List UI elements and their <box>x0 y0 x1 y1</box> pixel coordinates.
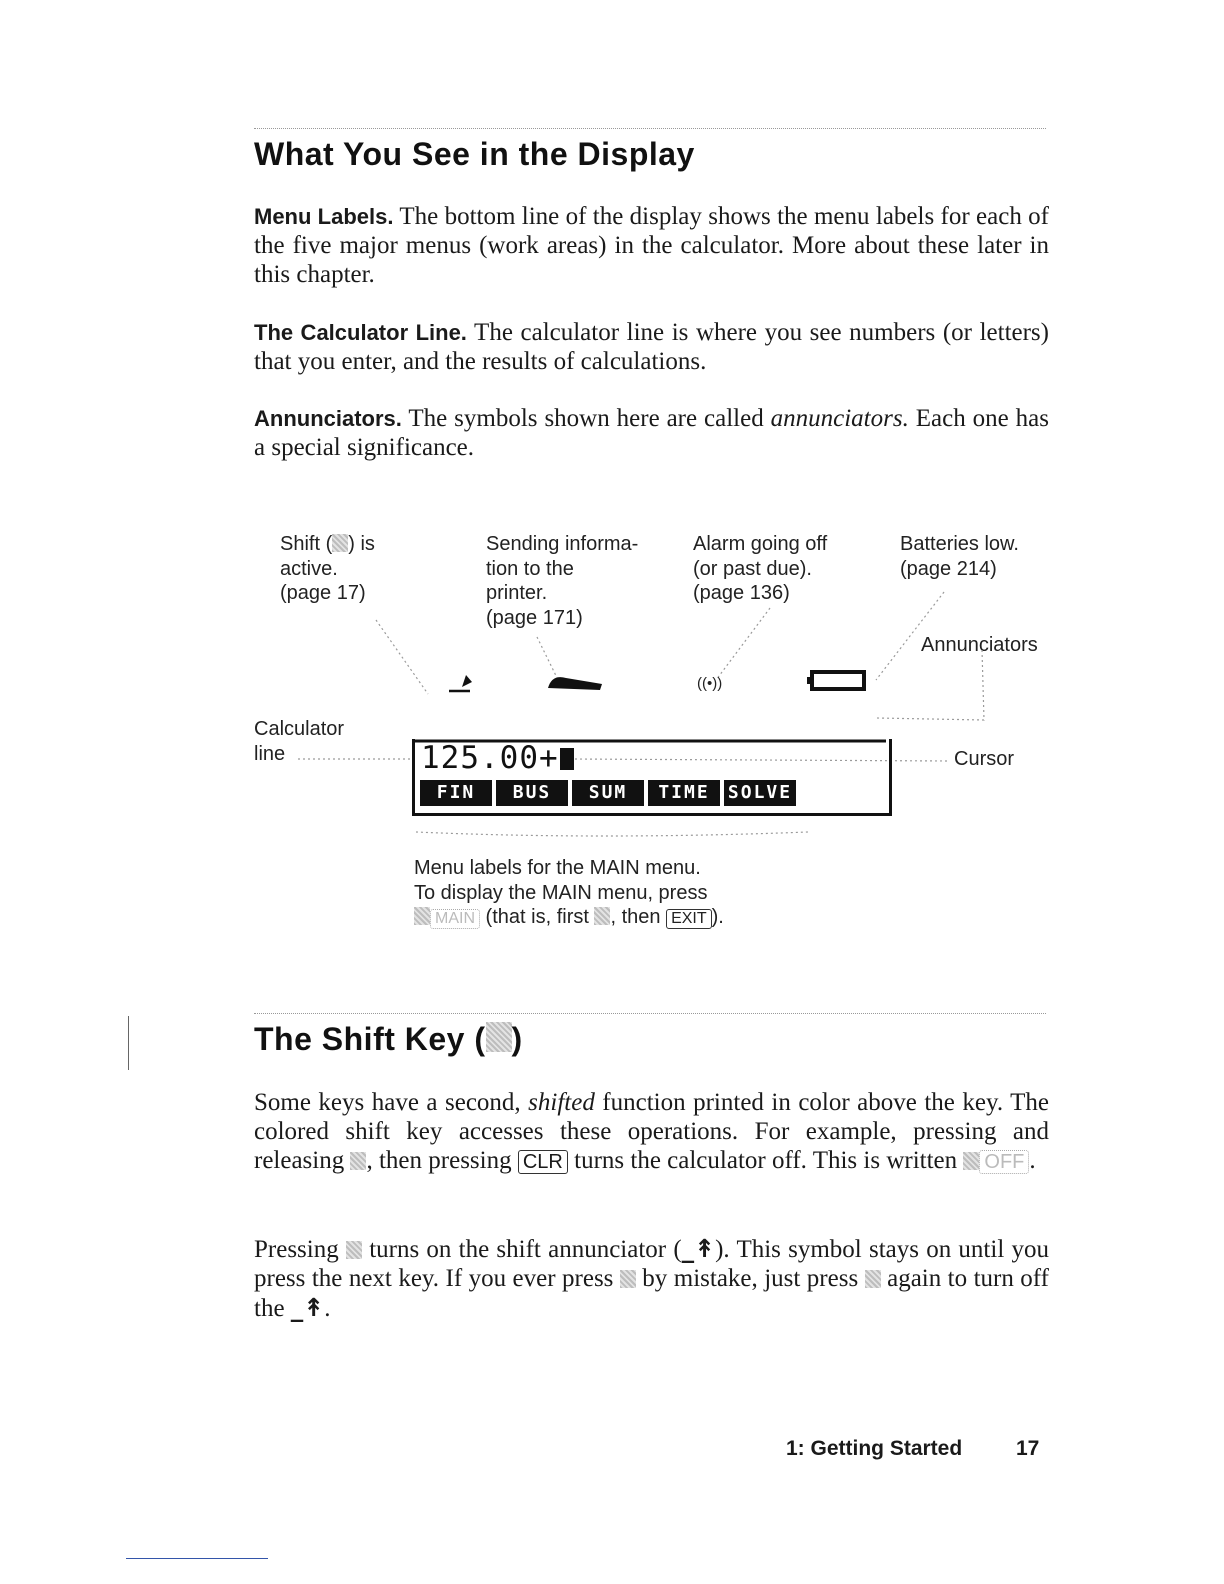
paragraph-shift-2 <box>254 1234 1049 1323</box>
shift-key-icon <box>594 907 610 925</box>
leader-battery <box>876 592 944 680</box>
bottom-edge-line <box>126 1558 268 1559</box>
caption-line3-c: ). <box>711 906 724 928</box>
calculator-display <box>412 739 892 816</box>
annotation-shift-b: ) is active. (page 17) <box>280 533 375 604</box>
leader-menu-brace <box>416 832 808 836</box>
lead-menu-labels: Menu Labels. <box>254 204 394 229</box>
shift-key-icon <box>620 1270 636 1288</box>
title-shift-a: The Shift Key ( <box>254 1021 486 1057</box>
battery-annunciator-icon <box>807 672 864 689</box>
menu-label-time: TIME <box>648 780 720 806</box>
text-annunciators-a: The symbols shown here are called <box>401 405 771 432</box>
p1-c: , then pressing <box>366 1147 518 1174</box>
lead-calculator-line: The Calculator Line. <box>254 320 467 345</box>
display-value: 125.00+ <box>421 740 559 776</box>
title-shift-b: ) <box>511 1021 523 1057</box>
section-title-display: What You See in the Display <box>254 136 695 172</box>
annotation-alarm: Alarm going off (or past due). (page 136) <box>693 533 828 604</box>
p1-a: Some keys have a second, <box>254 1089 529 1116</box>
footer-chapter: 1: Getting Started <box>786 1437 963 1460</box>
alarm-annunciator-icon: ((•)) <box>697 675 723 692</box>
clr-key: CLR <box>518 1150 568 1174</box>
shift-annunciator-icon <box>449 675 472 691</box>
annotation-cursor: Cursor <box>954 748 1015 770</box>
exit-key: EXIT <box>666 909 712 929</box>
display-menu-row <box>420 780 796 808</box>
shift-key-icon <box>414 907 430 925</box>
shift-key-icon <box>963 1152 979 1170</box>
caption-line3-a: (that is, first <box>480 906 595 928</box>
footer-page-number: 17 <box>1016 1437 1040 1460</box>
annotation-battery: Batteries low. (page 214) <box>900 533 1019 580</box>
main-key: MAIN <box>430 909 480 929</box>
annotation-annunciators: Annunciators <box>921 634 1038 656</box>
shift-key-icon <box>346 1241 362 1259</box>
paragraph-shift-1 <box>254 1088 1049 1175</box>
annotation-calculator-line: Calculator line <box>254 718 345 765</box>
caption-line3-b: , then <box>610 906 667 928</box>
text-menu-labels: The bottom line of the display shows the menu labels for each of the five major menus (work areas) in the calculator. More about these later in this chapter. <box>254 203 1050 288</box>
p2-b: turns on the shift annunciator ( <box>361 1236 682 1263</box>
menu-label-bus: BUS <box>496 780 568 806</box>
leader-annunciators <box>877 650 984 720</box>
p1-e: . <box>1029 1147 1036 1174</box>
p1-b: function printed in color above the key. The colored shift key accesses these operations. For example, pressing and releasing <box>254 1089 1050 1174</box>
printer-annunciator-icon <box>548 677 602 690</box>
margin-bar <box>128 1016 129 1070</box>
shift-key-icon <box>486 1022 512 1052</box>
shift-annunciator-symbol: _↟ <box>681 1234 716 1263</box>
figure-caption <box>414 856 934 930</box>
p2-d: by mistake, just press <box>635 1265 865 1292</box>
caption-line2: To display the MAIN menu, press <box>414 881 708 904</box>
section-title-shift-key <box>254 1021 523 1058</box>
p1-em: shifted <box>528 1089 595 1116</box>
section-rule <box>254 1013 1046 1014</box>
p2-a: Pressing <box>254 1236 346 1263</box>
shift-key-icon <box>865 1270 881 1288</box>
text-annunciators-em: annunciators. <box>770 405 909 432</box>
p1-d: turns the calculator off. This is written <box>567 1147 964 1174</box>
annotation-sending: Sending informa- tion to the printer. (page 171) <box>486 533 639 629</box>
p2-c: ). This symbol stays on until you press the next key. If you ever press <box>254 1236 1049 1292</box>
menu-label-fin: FIN <box>420 780 492 806</box>
menu-label-solve: SOLVE <box>724 780 796 806</box>
off-key: OFF <box>979 1150 1029 1174</box>
lead-annunciators: Annunciators. <box>254 406 402 431</box>
display-calculator-line <box>421 741 574 775</box>
leader-alarm <box>716 608 770 680</box>
cursor-icon <box>560 748 574 770</box>
caption-line1: Menu labels for the MAIN menu. <box>414 857 701 879</box>
annotation-shift-a: Shift ( <box>280 533 333 555</box>
menu-label-sum: SUM <box>572 780 644 806</box>
shift-annunciator-symbol: _↟ <box>290 1293 325 1322</box>
shift-key-icon <box>350 1152 366 1170</box>
text-calculator-line: The calculator line is where you see numbers (or letters) that you enter, and the results of calculations. <box>254 319 1049 375</box>
p2-f: . <box>324 1295 331 1322</box>
leader-shift <box>376 620 428 694</box>
text-annunciators-b: Each one has a special significance. <box>254 405 1049 461</box>
p2-e: again to turn off the <box>254 1265 1050 1322</box>
